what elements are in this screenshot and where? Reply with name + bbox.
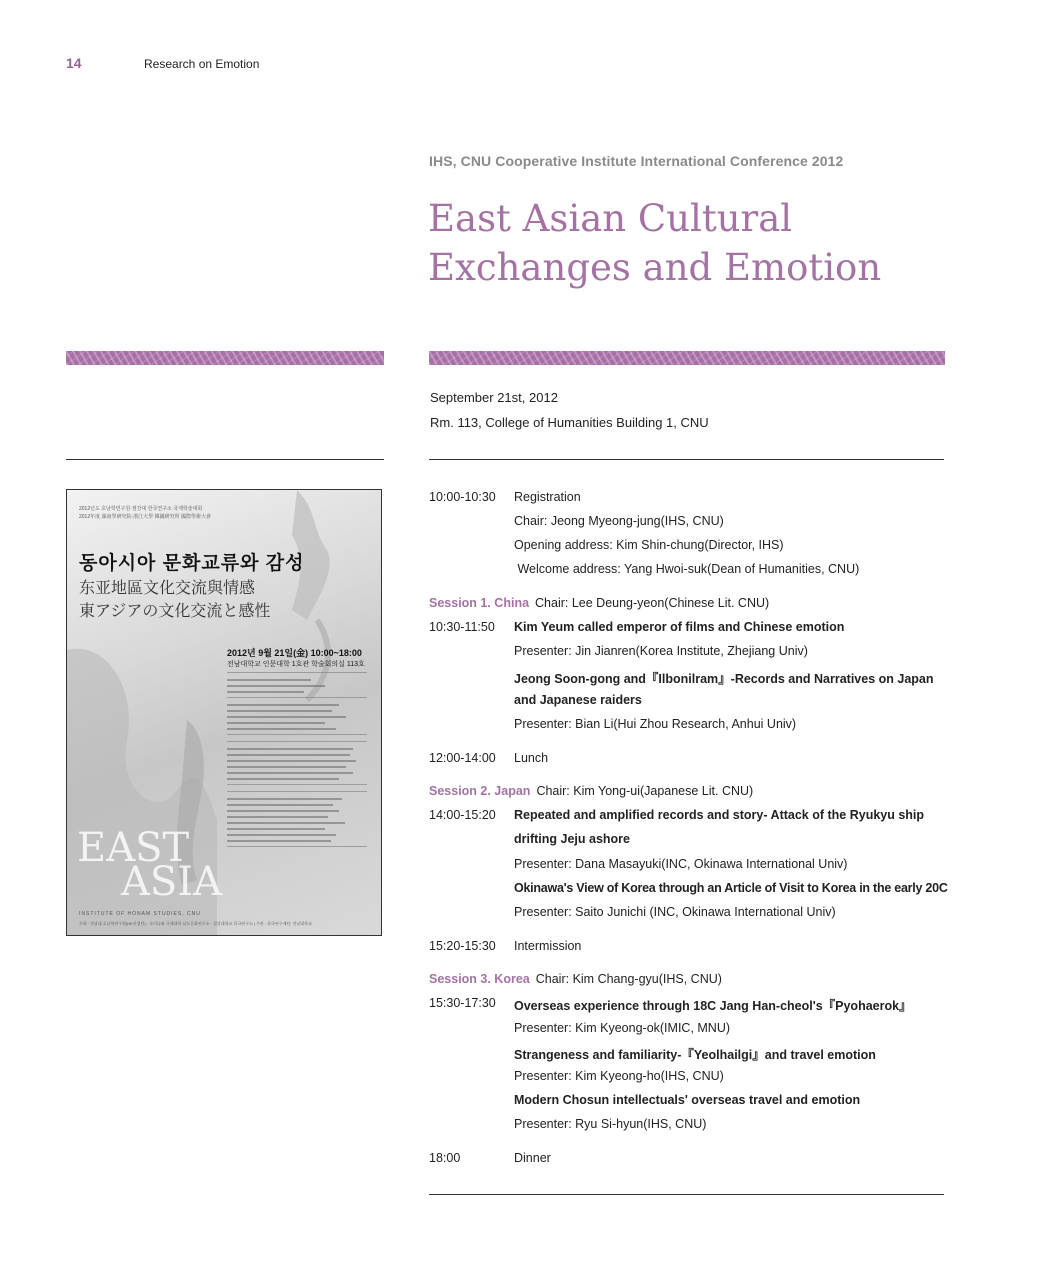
opening-time: 10:00-10:30 (429, 490, 496, 504)
poster-top-line-1: 2012년도 호남학연구원·절강대 한국연구소 국제학술대회 (79, 506, 203, 512)
decorative-band-right (429, 351, 945, 365)
session-1-chair: Chair: Lee Deung-yeon(Chinese Lit. CNU) (535, 596, 770, 610)
session-1-header (429, 596, 769, 610)
poster-top-line-2: 2012年度 湖南學硏究院·浙江大學 韓國硏究所 國際學術大會 (79, 514, 211, 520)
poster-east-text: EAST (77, 825, 190, 871)
welcome-address: Welcome address: Yang Hwoi-suk(Dean of Humanities, CNU) (514, 562, 860, 576)
title-line-1: East Asian Cultural (428, 197, 793, 240)
poster-title-korean: 동아시아 문화교류와 감성 (79, 553, 305, 574)
poster-institute: INSTITUTE OF HONAM STUDIES, CNU (79, 911, 201, 917)
session-3-presenter-1: Presenter: Kim Kyeong-ok(IMIC, MNU) (514, 1021, 731, 1035)
dinner-title: Dinner (514, 1151, 551, 1165)
divider-right-top (429, 459, 944, 460)
conference-venue: Rm. 113, College of Humanities Building 1, CNU (430, 415, 709, 430)
poster-title-chinese: 东亚地區文化交流與情感 (79, 578, 256, 597)
intermission-title: Intermission (514, 939, 582, 953)
dinner-time: 18:00 (429, 1151, 461, 1165)
decorative-band-left (66, 351, 384, 365)
poster-date: 2012년 9월 21일(金) 10:00~18:00 (227, 648, 362, 658)
session-2-header (429, 784, 753, 798)
session-3-paper-1: Overseas experience through 18C Jang Han-cheol's『Pyohaerok』 (514, 999, 912, 1013)
session-2-presenter-1: Presenter: Dana Masayuki(INC, Okinawa International Univ) (514, 857, 848, 871)
divider-right-bottom (429, 1194, 944, 1195)
session-1-presenter-1: Presenter: Jin Jianren(Korea Institute, Zhejiang Univ) (514, 644, 808, 658)
session-1-presenter-2: Presenter: Bian Li(Hui Zhou Research, Anhui Univ) (514, 717, 797, 731)
poster-asia-text: ASIA (121, 859, 222, 905)
divider-left (66, 459, 384, 460)
session-2-paper-2: Okinawa's View of Korea through an Article of Visit to Korea in the early 20C (514, 881, 948, 895)
session-2-label: Session 2. Japan (429, 784, 531, 798)
opening-title: Registration (514, 490, 581, 504)
session-3-chair: Chair: Kim Chang-gyu(IHS, CNU) (535, 972, 722, 986)
session-3-presenter-2: Presenter: Kim Kyeong-ho(IHS, CNU) (514, 1069, 724, 1083)
opening-chair: Chair: Jeong Myeong-jung(IHS, CNU) (514, 514, 724, 528)
page-number: 14 (66, 55, 82, 71)
poster-venue: 전남대학교 인문대학 1호관 학술회의실 113호 (227, 661, 365, 668)
poster-program-text (227, 672, 367, 853)
session-3-label: Session 3. Korea (429, 972, 530, 986)
lunch-title: Lunch (514, 751, 549, 765)
session-2-presenter-2: Presenter: Saito Junichi (INC, Okinawa International Univ) (514, 905, 836, 919)
session-1-paper-2-line-2: and Japanese raiders (514, 693, 642, 707)
session-3-paper-2: Strangeness and familiarity-『Yeolhailgi』and travel emotion (514, 1048, 876, 1062)
poster-footer: 주최 : 전남대 호남학연구원(HK사업단) · 오키나와 국제대학 남도문화연구소 · 절강대학교 한국연구소 | 주관 : 한국연구재단, 전남대학교 (79, 921, 312, 926)
lunch-time: 12:00-14:00 (429, 751, 496, 765)
intermission-time: 15:20-15:30 (429, 939, 496, 953)
opening-address: Opening address: Kim Shin-chung(Director, IHS) (514, 538, 784, 552)
session-3-header (429, 972, 722, 986)
running-head: Research on Emotion (144, 57, 260, 71)
session-1-paper-1: Kim Yeum called emperor of films and Chinese emotion (514, 620, 845, 634)
title-line-2: Exchanges and Emotion (428, 246, 882, 289)
session-2-time: 14:00-15:20 (429, 808, 496, 822)
session-2-paper-1-line-2: drifting Jeju ashore (514, 832, 630, 846)
session-3-time: 15:30-17:30 (429, 996, 496, 1010)
session-1-time: 10:30-11:50 (429, 620, 495, 634)
session-2-paper-1-line-1: Repeated and amplified records and story- Attack of the Ryukyu ship (514, 808, 925, 822)
conference-title (428, 194, 988, 292)
poster-title-japanese: 東アジアの文化交流と感性 (79, 601, 271, 620)
session-1-paper-2-line-1: Jeong Soon-gong and『Ilbonilram』-Records and Narratives on Japan (514, 672, 934, 686)
conference-kicker: IHS, CNU Cooperative Institute International Conference 2012 (429, 153, 844, 169)
conference-poster (66, 489, 382, 936)
session-3-paper-3: Modern Chosun intellectuals' overseas travel and emotion (514, 1093, 861, 1107)
conference-date: September 21st, 2012 (430, 390, 558, 405)
session-1-label: Session 1. China (429, 596, 530, 610)
session-3-presenter-3: Presenter: Ryu Si-hyun(IHS, CNU) (514, 1117, 707, 1131)
session-2-chair: Chair: Kim Yong-ui(Japanese Lit. CNU) (536, 784, 754, 798)
